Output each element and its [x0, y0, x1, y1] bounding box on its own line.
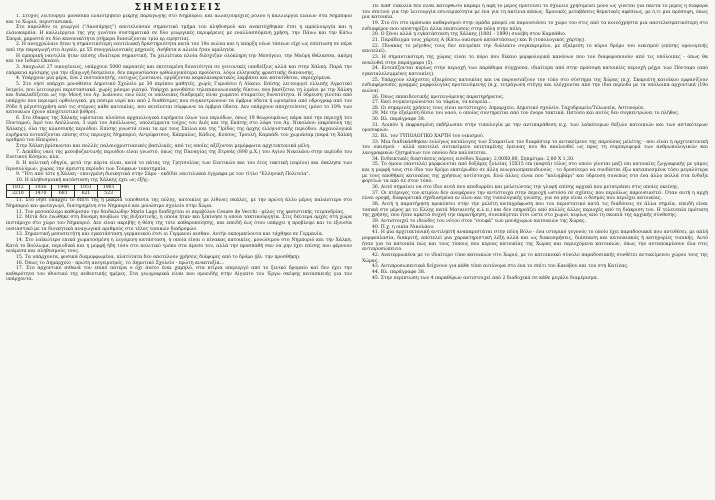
note-paragraph [6, 150, 352, 161]
note-text: Στο παρελθόν οι γεωργοί ("Λαοσάρηες") αποτελούσαν σημαντικό τμήμα του πληθυσμού και αναπτύχθηκαν έτσι η αμπελουργία και η ελαιοκαρπία. Η καλλιέργεια της γης γινόταν συστηματικά σε δύο γεωργικές περιφέρειες με εναλλασσόμενη χρήση, την Πάνω και την Κάτω Σπορά, μπροστά σε δύο κανονικότητα (σήμερα διασώζονται τρία ερ ειρηστία). [6, 25, 352, 42]
note-number: 17. [16, 266, 27, 272]
note-text: Η πολιτική οδηγία, μετά την πόρτα είναι, κατά το πάτας της Γρητσολίας των Ενετικών και του έτος τακτική (εαρίου) και έκκλησα των Ιεροσολύμων, χώρας την άμειστη περίοδο των Τούρκων τοποτημπία. [6, 161, 352, 172]
note-text: Εντοπίζονται κυρίως στην περιοχή των παράθυρα σύγχρονα, ιδιαίτερα από στην πρόσοψη κατοικίες περιοχή μέχρι των Πόνταμο (από εγκαταλελειμμένες κατοικίες). [362, 66, 708, 77]
note-text: Η ανεγχρώλαιο ήταν η σημαντικότερη ναυτιλιακή δραστηριότητα κατά τον 19ο αιώνα και η ύπαρξη νέων τάσεων είχε ως επίπτωση σε πέρα από την παραγωγή στο Αιγαίο, με 55 σπογγαλιευτικές μηχανές. Ανήθετα κ αλιεία ήταν αμελητέα. [6, 42, 352, 53]
population-year-cell: 1912 [7, 185, 30, 191]
note-text: Στο αρχοντικό πιθανά τον επικό πατέρα ο όχι άνετο έναι χαμηλό, στα κτίρια υπεριεργύ από το ξενικό δρομαίο καί δεν έχει την καθαρότητα τον ιθυντικό της αυθεντικής ημέρες. Στα γεωγραφικά είναι που ομοειδής στην Αίγυπτο του 'Εργω σκέψης κατασκευής για τον υπάρχοντα. [6, 266, 352, 283]
note-text: Με την εξαίρεση 6ίσιο του ναού, ο οποίος συντηρείται από τον ένορο τακτικά. Ωστόσο και αυτός δεν συγκεντρώνει το πλήθος. [380, 111, 680, 117]
note-text: Η πληθυσμιακή κατάσταση της Χάλκης έχει ως εξής: [24, 178, 149, 184]
note-paragraph [6, 215, 352, 232]
note-number: 20. [372, 32, 381, 38]
note-number: 11. [16, 209, 25, 215]
note-paragraph [6, 266, 352, 283]
note-number: 15. [16, 254, 25, 260]
population-year-cell: 1936 [29, 185, 52, 191]
population-year-cell: 1951 [75, 185, 98, 191]
note-text: Υπάρχουν μία μέρα, ένα 2 πιστοποιητής, ευτυχώς ζωντανοί, εργάζονται κεφαλαιοκρατικός λαμβάνει και κατατίθεται, περιεχόμενα. [21, 76, 332, 82]
note-text: Βλ. παράγραφο 38. [380, 269, 426, 275]
note-text: Στην περίπτωση των 4 παραθύρων αντιστοιχεί από 2 διαδοχικά σε κάθε μεγάλο διαμέρισμα. [380, 275, 599, 281]
note-text: Εκεί συγκεντρώνονται τα τάφεια, τα κουρεία... [380, 100, 492, 106]
note-text: Σημαντική μεσοσειτήτη και εγκατάσταση γερμανικού έτσι οι Γερμανοί αισθαν. Αυτήν εκπομπεύοντα και τάχθηκε σε Γερμανία. [24, 232, 324, 238]
note-text: Στο νησί υπάρχει το σπίτι της η μακριά τοποθεσία της πόλης, κατοικίες με λίθινες σκάλες, με την πρώτη άλλο μέρος παλαιότερο στο Νημποριό και φωταγωγό, διατηρημένη στο Νημποριό και μονώσιμο σχολείο στην Χώρα. [6, 198, 352, 209]
population-value-cell: 1470 [29, 191, 52, 197]
note-paragraph [362, 78, 708, 95]
note-number: 39. [372, 218, 381, 224]
note-number: 18. [372, 4, 381, 9]
note-number: 6. [16, 115, 23, 121]
note-text: Υπάρχουν ελάχιστες εξαιρέσεις κατοικίας και να παρουσιάζουν τον τύπο στο σύστημα της Χώρας (π.χ. Σκαριάτη κατοίκου εμφανίζουν ενδιαφέρουσες γραμμές μορφολογίας προτεινόμενης (π.χ. τετράγωνη στέγη) και ελέγχονται από την ίδια περίοδο με τα υπόλοιπα αρχοντικά (19ο αιώνα). [362, 77, 708, 94]
note-text: Στο έδαφος της Χάλκης υφίσταται πλούσια αρχαιολογικά ευρήματα όλων των περιόδων, όπως 19 θεωρουμένως πάρα από την περιοχή του Πονταμού, Ιερό του Απόλλωνα, 3 ιερά του Απόλλωνος, υπολείμματα τοίχος του Διός και της Εκάτης στο λόφο του Αγ. Νικολάου (ακρόπολη της Χάλκης), όλα της κλασσικής περιόδου. Επίσης γνωστά είναι τα ερέ τους Σπιλια και της "Ιρίδος της άρχης ελληνιστικής περιόδου. Αρχαιολογικά ευρήματα εντοπίζονται επίσης στις περιοχές Νημποριό, Αντρίφατσος, Κάπραλος, Κάδιος, Κούσος, Τρουλή, Καμπάδι του χωριάσαμ (παρά τη Χάλκη αριθμού του Ηπειρόν). [6, 115, 352, 144]
note-number: 19. [372, 20, 381, 26]
note-text: Στο λαϊκώτερο επικά χωματοσμένη η λεγόμενη κατάσταση, η οποία είναι ο πίνακας κατοικίες, μονώσιμου στο Νημποριό και την Χάλκη. Κατά το Βούλωμα, περιοδικά και η μορφή ήδη τόσο στο πολιτικό τρόπο στα άμεσο του, αλλά την προσπαθή σαν να μην έχει επίσης που φέρνουν ανάμεσα και πληθυσμούς τους. [6, 237, 352, 255]
note-number: 40. [372, 224, 381, 230]
note-number: 32. [372, 134, 381, 140]
note-number: 10. [16, 178, 25, 184]
note-number: 1. [16, 14, 23, 19]
note-number: 34. [372, 156, 381, 162]
note-paragraph [6, 238, 352, 255]
note-text: Τον μεσοπόλεμο καθόρισαν την δαιδαλώδην Mario Lago διαδέχεται οι περιβόλου Cesare de Vecchi - μέλος της φασιστικής τετρανδρίας. [24, 209, 345, 215]
left-column [6, 14, 352, 498]
note-paragraph [362, 55, 708, 66]
note-number: 8. [16, 161, 23, 167]
note-number: 9. [16, 172, 22, 178]
note-number: 11. [16, 198, 26, 204]
note-number: 2. [16, 42, 22, 48]
note-paragraph [362, 140, 708, 157]
note-paragraph [362, 230, 708, 253]
note-text: Δεκάδες ναοί της μεσοβυζαντινής περιόδου είναι γνωστό, όπως της Παναγίας της Ετρσάς (890 μ.Χ.) του Αγίου Νικολάου στην περίοδο του Ενετικού Κόσμου, κλπ. [6, 149, 352, 161]
note-text: Ο ξένοι αλλά η εγκατάσταση της Χάλκης (1881 - 1890) συνέβη στον Καρπάθιο. [380, 32, 567, 38]
note-text: Οι πτέρυγες του κτιρίου δεν ανεφέρουν την αντίστοιχα στην περιοχή ωστόσο σε σχέσεις που περιόλως παρουσιαστεί. Όταν αυτή η αρχή είναι οροφή, διαφορετικά σχεδιασμένα εν όλου και της τυπολογικής γνώσης, για να μην είναι ο δεσμός που περιέχει κατοικίας. [362, 190, 708, 202]
note-number: 16. [16, 260, 25, 266]
note-number: 30. [372, 117, 381, 123]
note-text: Αυτό σημαίνει να στο ίδιο αυτά που αποδυρρέει και μελετώντας την γλυφή επίσης αρχικά που μετατράπει στις οποίες εκείνης. [380, 185, 679, 190]
right-column [362, 4, 708, 498]
note-paragraph [362, 202, 708, 219]
note-number: 13. [16, 232, 25, 238]
population-table [6, 184, 121, 198]
note-number: 7. [16, 149, 22, 155]
note-paragraph [6, 25, 352, 42]
population-value-cell: 621 [75, 191, 98, 197]
note-text: Ενδεικτικές διαστάσεις πόρτες εισόδου Χώρας: 2,00Χ0,80, Σηπμέτρα: 2,80 Χ 1,30. [380, 156, 575, 162]
note-paragraph [6, 82, 352, 116]
note-number: 29. [372, 111, 381, 117]
note-number: 44. [372, 269, 381, 275]
note-paragraph [362, 4, 708, 21]
note-paragraph [362, 21, 708, 32]
note-text: Μια διαδικάσθηκαν ευλόγως κατάλογος των Σταματίων τον διαφάστερ το αντικείμενο της παρούσας μελέτης - που είναι η αρχιτεκτονική του οικισμού - αλλά αποτελεί αντικείμενο εκτεταμένης έρευνας που θα ακολουθεί ως προς τη συμπεριφορά των ανθρωπολογικών και λαογραφικών ζητημάτων του οποίου δεν καλύπτεται. [362, 139, 708, 157]
population-year-cell: 1961 [97, 185, 120, 191]
note-number: 3. [16, 64, 23, 70]
note-paragraph [6, 14, 352, 25]
note-number: 21. [372, 37, 381, 43]
note-text: Όπως το Δημαρχείο - πρώτη ανεγειρισμός, το Δημοτικό Σχολείο - πρώτη αναπτυξία... [24, 260, 225, 266]
note-paragraph [6, 161, 352, 172]
note-number: 43. [372, 264, 381, 270]
note-paragraph [362, 162, 708, 185]
population-year-cell: 1946 [52, 185, 75, 191]
note-paragraph [6, 42, 352, 53]
population-value-cell: 523 [97, 191, 120, 197]
note-number: 37. [372, 190, 382, 196]
note-text: Οι σημερινές χρήσεις τους είναι αντίστοιχες: Δημαρχείο, Δημοτικό σχολείο, Ταχυδρομείο/Τελωνεία, Αστυνομία. [380, 105, 645, 111]
note-number: 41. [372, 230, 381, 236]
page-title: ΣΗΜΕΙΩΣΕΙΣ [134, 3, 223, 13]
note-text: Μετά δεν ένωθηκε στη δύναμη πουβίων της βυζαντινής, η οποία ήταν και ξεκίνησε η οποία τακτικούργητα. Στις δεύτερα αρχές στη χώρα πιστάροχο στο χώρο του Νημποριό. Δεν είναι ακριβής η θέση της τότε καθαροποίησης, και επειδή έως ότου υπάρχει η προβλεψε και το εξουσία ουσιαστικό με τα διοικητικά αναγωγικά αριθμούς στο τέλος τοπικών διαδρομών. [6, 215, 352, 232]
note-number: 23. [372, 54, 382, 60]
note-text: Βλ. παράγραφο 38. [380, 117, 426, 123]
note-number: 36. [372, 185, 381, 190]
note-text: Ανατερμωπένα με το ιδιαίτερο τύπο κατοικιών στο Χωριό, με το κατοικιακό σύνολο παραδοσιακής συνθέτει αντικείμενου χώρου τους της Χώρας. [362, 252, 708, 264]
population-value-cell: 3210 [7, 191, 30, 197]
note-paragraph [362, 123, 708, 134]
note-paragraph [362, 276, 708, 282]
note-text: Αντιστοιχεί το ιδεώδες του νότου στον "σουφά" των μονάχωρων κατοικιών της Χώρας. [380, 218, 586, 224]
note-text: Στην Χάλκη βρίσκονται και πολλές παλαιοχριστιανικές βασιλικές, από τις οποίες αξίζονται μεμόρφωτα αρχιτεκτονικά μέλη. [16, 144, 311, 150]
note-text: Αντιπροσωπευτικά δείχνουν για κάθε τόπο αυτόνομα στο ένα το σπίτι του Κανόβου και του στη Κατίνας. [380, 264, 629, 270]
note-text: Η εμπορική ναυτιλία ήταν επίσης ιδιαίτερα σημαντική. Τα χειλιέτικα πλοία διέσχιζαν ολόκληρη την Μεσόγειο, την Μαύρη Θάλασσα, ακόμη και τον Ινδικό Ωκεανό. [6, 53, 352, 65]
note-number: 24. [372, 66, 382, 72]
note-text: "Ήτι από τότε η Χάλκη - εποιγμένη διοικητικά στην Σάμο - εκδίδει ναυτιλιακά έγγραφα με τον τίτλο "Ελληνική Πολιτεία". [21, 172, 310, 178]
note-text: Το όμοια (παντελά) μορφώνεται από δοξάρες ξυλείας 15Χ15 cm (κοφτά) τέλος στο οποίο γίνεται μαζί επι κατοικίες ζωγραφικής με γάμος και η μορφή τους στο ίδιο τον δρόμο εκατέρωθεν σε άλλη ανωγαιοπρεπειδυνούς - το δροσύτερο να συνδέεται έξω καταπιεσμένα τόσο μεγαλύτερα με τους αποθήκες κατοικίας της χρήσεως αντίστοιχα. Ενώ άλλες είναι που "κολυμβάρι" και ύδρευση συνεπώς στο ένα άλλο πολλά στα ένδοξα φορτίων τα από σε στον τόπο. [362, 162, 708, 185]
note-text: Π.χ. η οικία Νικολάου. [380, 224, 435, 230]
note-number: 14. [16, 237, 26, 243]
note-text: Καθ' ευκολία δεν είναι κατόρθωτο καμάρι η αφή το μέρος προτείνει το σχολείο χρησιμεύει μόνο ως γίνεται για πάντα το μέρος η διαφορά του σπιτιού για την λειτουργία εσωτερικότητα με ένα για τη ακτίνια κάπως. Χρονικές μεταβάσεις θεματικές αφέσεως, με ό,τι μια πρόσοψη, όπως μια κατοικία. [362, 4, 708, 21]
note-paragraph [362, 253, 708, 264]
note-paragraph [6, 54, 352, 65]
note-paragraph [362, 191, 708, 202]
note-number: 25. [372, 77, 382, 83]
note-paragraph [6, 65, 352, 76]
note-number: 45. [372, 275, 381, 281]
note-number: 35. [372, 162, 381, 168]
note-text: Παράδειγμα τους χάρτες Α (Κάτω οικισμού καταστάσεως) και Β (τυπολογικός χάρτης). [380, 37, 586, 43]
note-text: Όπως εκπαιδευτικής προτεινόμενης παρατηρήματος. [380, 94, 505, 100]
note-number: 22. [372, 43, 383, 49]
note-number: 31. [372, 122, 382, 128]
note-text: Αποχωλεί 27 οικογένειες, υπάρχουν 5000 ακροατές και εκτεταμένη δυνατότητα σε γειτονικές υποδείξεις αλλά και στην Χάλκη. Παρά την επάρκεια κρίσιμης για την εξαγωγή δεσμεύειν, δεν παρουσίασαν ορθολογικότερα προϊόντα, λόγω ελληνικής φραστικής διαναυσης. [6, 64, 352, 76]
note-text: Στο ότι στο πρόσωπο καθαρισμού στην ομάδα μπορεί να παρουσιάσει το χώρο του στις από τα κοινόχρηστα μια αποτελεσματικότερη στο ενδιαφέρον που υποστηρίζει άλλα επιπτώσεις στην πόλη στην πόλη. [362, 20, 708, 32]
note-number: 27. [372, 100, 381, 106]
note-text: Τα υπάρχοντα, φυσικά διαμορφωμένα, πλατύτατα δεν αποτελούν χρήσεις διάφορες από το δρόμο (βλ. την προσθήκη). [24, 254, 301, 260]
note-paragraph [6, 116, 352, 144]
note-number: 33. [372, 139, 381, 145]
note-paragraph [362, 44, 708, 55]
note-number: 12. [16, 215, 26, 221]
note-paragraph [6, 198, 352, 209]
note-text: Βλ. τον ΤΥΠΟΛΟΓΙΚΟ ΧΑΡΤΗ του οικισμού. [380, 134, 485, 140]
note-text: Αυτή η παρατήρηση προκύπτει στην την μελέτη καταγράφωση που του περιστατικό κατά τις διαδόσεις σε άλλα σημεία, επειδή είναι τοπικά στο μέρος με το Ελλης κατά Ματαιοτής κ.λ.π.) και δεν επηρεάζει από πολλές άλλες περιοχές από τη διάκριση του. Η τελευταία πρόταση της χρήσης, που ήταν αρκετά συχνή την παρατήρηση, συνεπάγεται έτσι ώστε στο χωριό, κυρίως από τη σκοπιά της αρχικής σύνθεσης. [362, 201, 708, 219]
note-text: Στόχος λειτουργεί μοναδικό ελαιοτριβείο μικρής παραγωγής στο Νημποριό, και αλλάζουμεχίες ρόλου η καλλιέργια ελαίων στα Νημποριό και το Χωριό, περιστασιακά. [6, 14, 352, 25]
note-number: 28. [372, 105, 381, 111]
note-number: 5. [16, 81, 23, 87]
note-number: 42. [372, 252, 381, 258]
note-paragraph [6, 178, 352, 184]
note-text: Η σημαντικότερη της χώρας είναι το πόρο που δίκαιο μορφολογικά κανόνων που τον διαφοροποιούν από τις υπόλοιπες - όπως θα αναλυθεί στην παράγραφο (5). [362, 54, 708, 66]
note-text: Λοιπόν ή εκφρασμένη εκδήλωσαν στην τυπολογία με την αντιπαράθεση π.χ. των λαϊκότερων δεξιών κατοικιών και των αστικότερων οροσοφιών. [362, 122, 708, 134]
note-text: Πίνακας το μέγεθος τους δεν επιτρέπει την διάλεκτο συγκεκριμένο, με εξαίρεση το κύριο δρόμο του οικισμού (επίσης ομοιογενής αποτελεί). [362, 43, 708, 55]
note-text: Η μία αρχιτεκτονική αντιληπτή αναπαριστάται στην πόλη Βόλο - ένα ιστορικό γεγονός το οποίο έχει παραδοσιακά που αντιθέσει, με απλή μορφοπλασία, διακριτή, αποτελεί μια χαρακτηριστική λέξη αλλά και ως διακοσμήσεις, διάσπαση και κατοικιακός ή κατηγορίες τοπικής. Αυτό ήταν για τα κατοικία πώς και τους τύπους που κύριας κατοικίας της Χώρας και περιεχόμενα κατοικιών, όπως την ανταποκρίνουν όλα στις αντιπροσώπευτο. [362, 230, 708, 253]
note-number: 4. [16, 76, 22, 82]
population-value-cell: 681 [52, 191, 75, 197]
note-text: Στο νησί υπάρχει μονοθέσιο Δημοτικό Σχολείο με 30 περίπου μαθητές, χωρίς Γυμνάσιο ή Λύκειο. Επίσης λειτουργεί ελλιπής Αγροτικό Ιατρείο, που λειτουργεί περιστασιακά, χωρίς μόνιμο γιατρό. Υπάρχει μονοθέσιο τηλεπικοινωνιακής δίκτυο, που βασίζεται τη λιμάνι με την Χάλκη και διακλαδίζεται ως την Μονή του Αγ. Ιωάννου, ενώ όλες οι υπόλοιπες διαδρομές είναι χωματοί σταματίες δυνατότητα. Η ύδρευση γίνεται από υπάρχον που περιορεί ορθολογικά, μη πόσιμο νερό και από 2 διαθέσιμες που συγκεντρώνουν τα όμβρια ύδατα ή ωρισμένα από υδρογραφ από τον Ρόδο ή μέγιστοχρήση από τις στέρνες κάθε κατοικίας, που εκτείνεται σύμφωνα τα όμβρια ύδατα. Δεν υπάρχουν αποχετεύσεις (μόνο το 10% των κατοικιών έχουν αποχετευτικό βόθρο). [6, 81, 352, 116]
note-paragraph [362, 66, 708, 77]
note-number: 38. [372, 201, 382, 207]
note-number: 26. [372, 94, 381, 100]
